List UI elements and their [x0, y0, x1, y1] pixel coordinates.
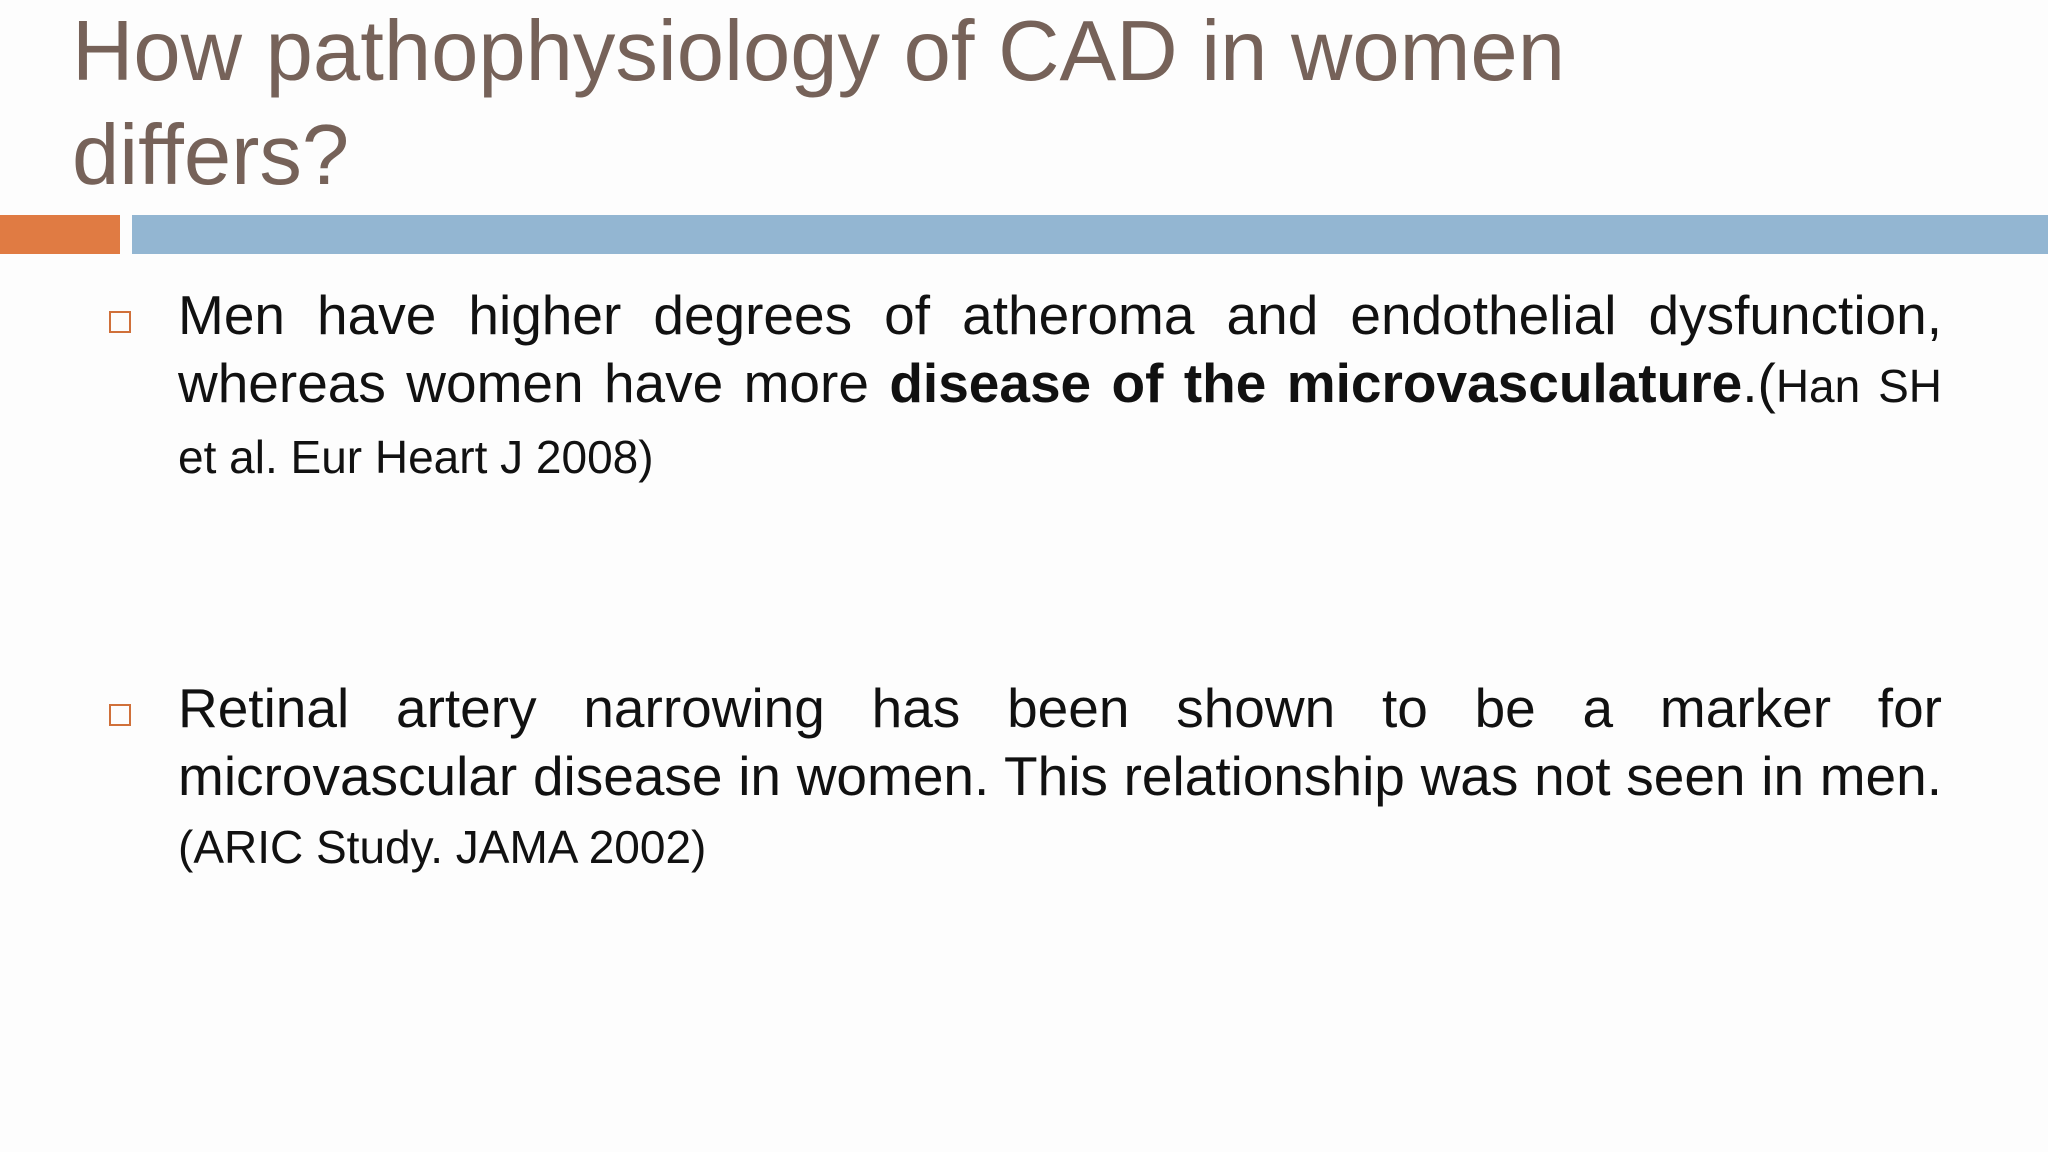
bullet-1-text: Men have higher degrees of atheroma and endothelial dysfunction, whereas women have more	[178, 284, 1942, 414]
slide-title	[72, 0, 1872, 208]
bullet-item-2	[178, 674, 1942, 881]
square-bullet-icon	[109, 704, 131, 726]
title-accent-bar	[0, 215, 120, 254]
bullet-1-citation: Han SH et al. Eur Heart J 2008)	[178, 360, 1942, 483]
bullet-1-text-after: .(	[1742, 352, 1776, 414]
title-divider-bar	[132, 215, 2048, 254]
square-bullet-icon	[109, 311, 131, 333]
bullet-item-1	[178, 281, 1942, 491]
bullet-2-text: Retinal artery narrowing has been shown to be a marker for microvascular disease in women. This relationship was not seen in men.	[178, 677, 1942, 807]
bullet-2-citation: (ARIC Study. JAMA 2002)	[178, 821, 707, 873]
bullet-1-bold-text: disease of the microvasculature	[889, 352, 1743, 414]
slide-title-line-2: differs?	[72, 108, 350, 203]
slide-title-line-1: How pathophysiology of CAD in women	[72, 4, 1565, 99]
